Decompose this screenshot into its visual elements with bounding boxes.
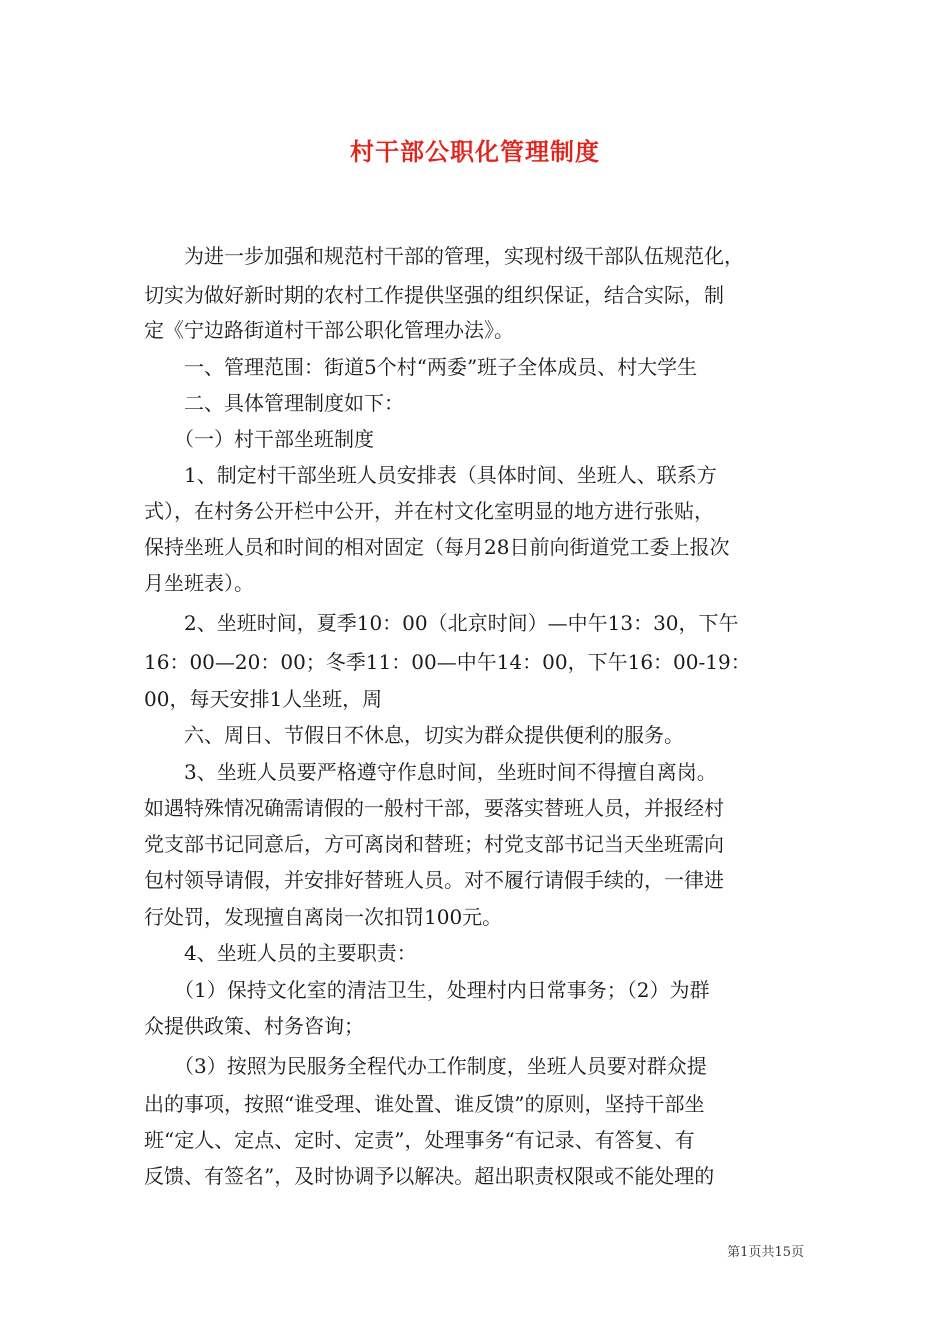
paragraph-line: 定《宁边路街道村干部公职化管理办法》。 (144, 318, 514, 342)
paragraph-line: 为进一步加强和规范村干部的管理，实现村级干部队伍规范化， (144, 244, 744, 268)
paragraph-line: 出的事项，按照“谁受理、谁处置、谁反馈”的原则，坚持干部坐 (144, 1092, 705, 1116)
paragraph-line: 月坐班表）。 (144, 571, 254, 595)
paragraph-line: 如遇特殊情况确需请假的一般村干部，要落实替班人员，并报经村 (144, 796, 724, 820)
paragraph-line: 3、坐班人员要严格遵守作息时间，坐班时间不得擅自离岗。 (144, 760, 717, 784)
paragraph-line: 行处罚，发现擅自离岗一次扣罚100元。 (144, 905, 503, 929)
page-number: 第1页共15页 (727, 1245, 804, 1260)
paragraph-line: 众提供政策、村务咨询； (144, 1014, 364, 1038)
paragraph-line: （一）村干部坐班制度 (144, 427, 374, 451)
paragraph-line: 4、坐班人员的主要职责： (144, 941, 417, 965)
paragraph-line: （3）按照为民服务全程代办工作制度，坐班人员要对群众提 (144, 1054, 707, 1078)
paragraph-line: 1、制定村干部坐班人员安排表（具体时间、坐班人、联系方 (144, 463, 717, 487)
paragraph-line: 2、坐班时间，夏季10：00（北京时间）—中午13：30，下午 (144, 611, 739, 635)
paragraph-line: 一、管理范围：街道5个村“两委”班子全体成员、村大学生 (144, 355, 698, 379)
paragraph-line: 式），在村务公开栏中公开，并在村文化室明显的地方进行张贴， (144, 499, 714, 523)
paragraph-line: 反馈、有签名”，及时协调予以解决。超出职责权限或不能处理的 (144, 1164, 715, 1188)
document-title: 村干部公职化管理制度 (350, 137, 600, 166)
paragraph-line: 党支部书记同意后，方可离岗和替班；村党支部书记当天坐班需向 (144, 832, 724, 856)
paragraph-line: 16：00—20：00；冬季11：00—中午14：00，下午16：00-19： (144, 650, 751, 674)
paragraph-line: （1）保持文化室的清洁卫生，处理村内日常事务；（2）为群 (144, 978, 710, 1002)
paragraph-line: 班“定人、定点、定时、定责”，处理事务“有记录、有答复、有 (144, 1128, 695, 1152)
paragraph-line: 二、具体管理制度如下： (144, 391, 404, 415)
paragraph-line: 包村领导请假，并安排好替班人员。对不履行请假手续的，一律进 (144, 868, 724, 892)
paragraph-line: 切实为做好新时期的农村工作提供坚强的组织保证，结合实际，制 (144, 283, 724, 307)
paragraph-line: 00，每天安排1人坐班，周 (144, 687, 383, 711)
paragraph-line: 六、周日、节假日不休息，切实为群众提供便利的服务。 (144, 723, 684, 747)
paragraph-line: 保持坐班人员和时间的相对固定（每月28日前向街道党工委上报次 (144, 535, 730, 559)
